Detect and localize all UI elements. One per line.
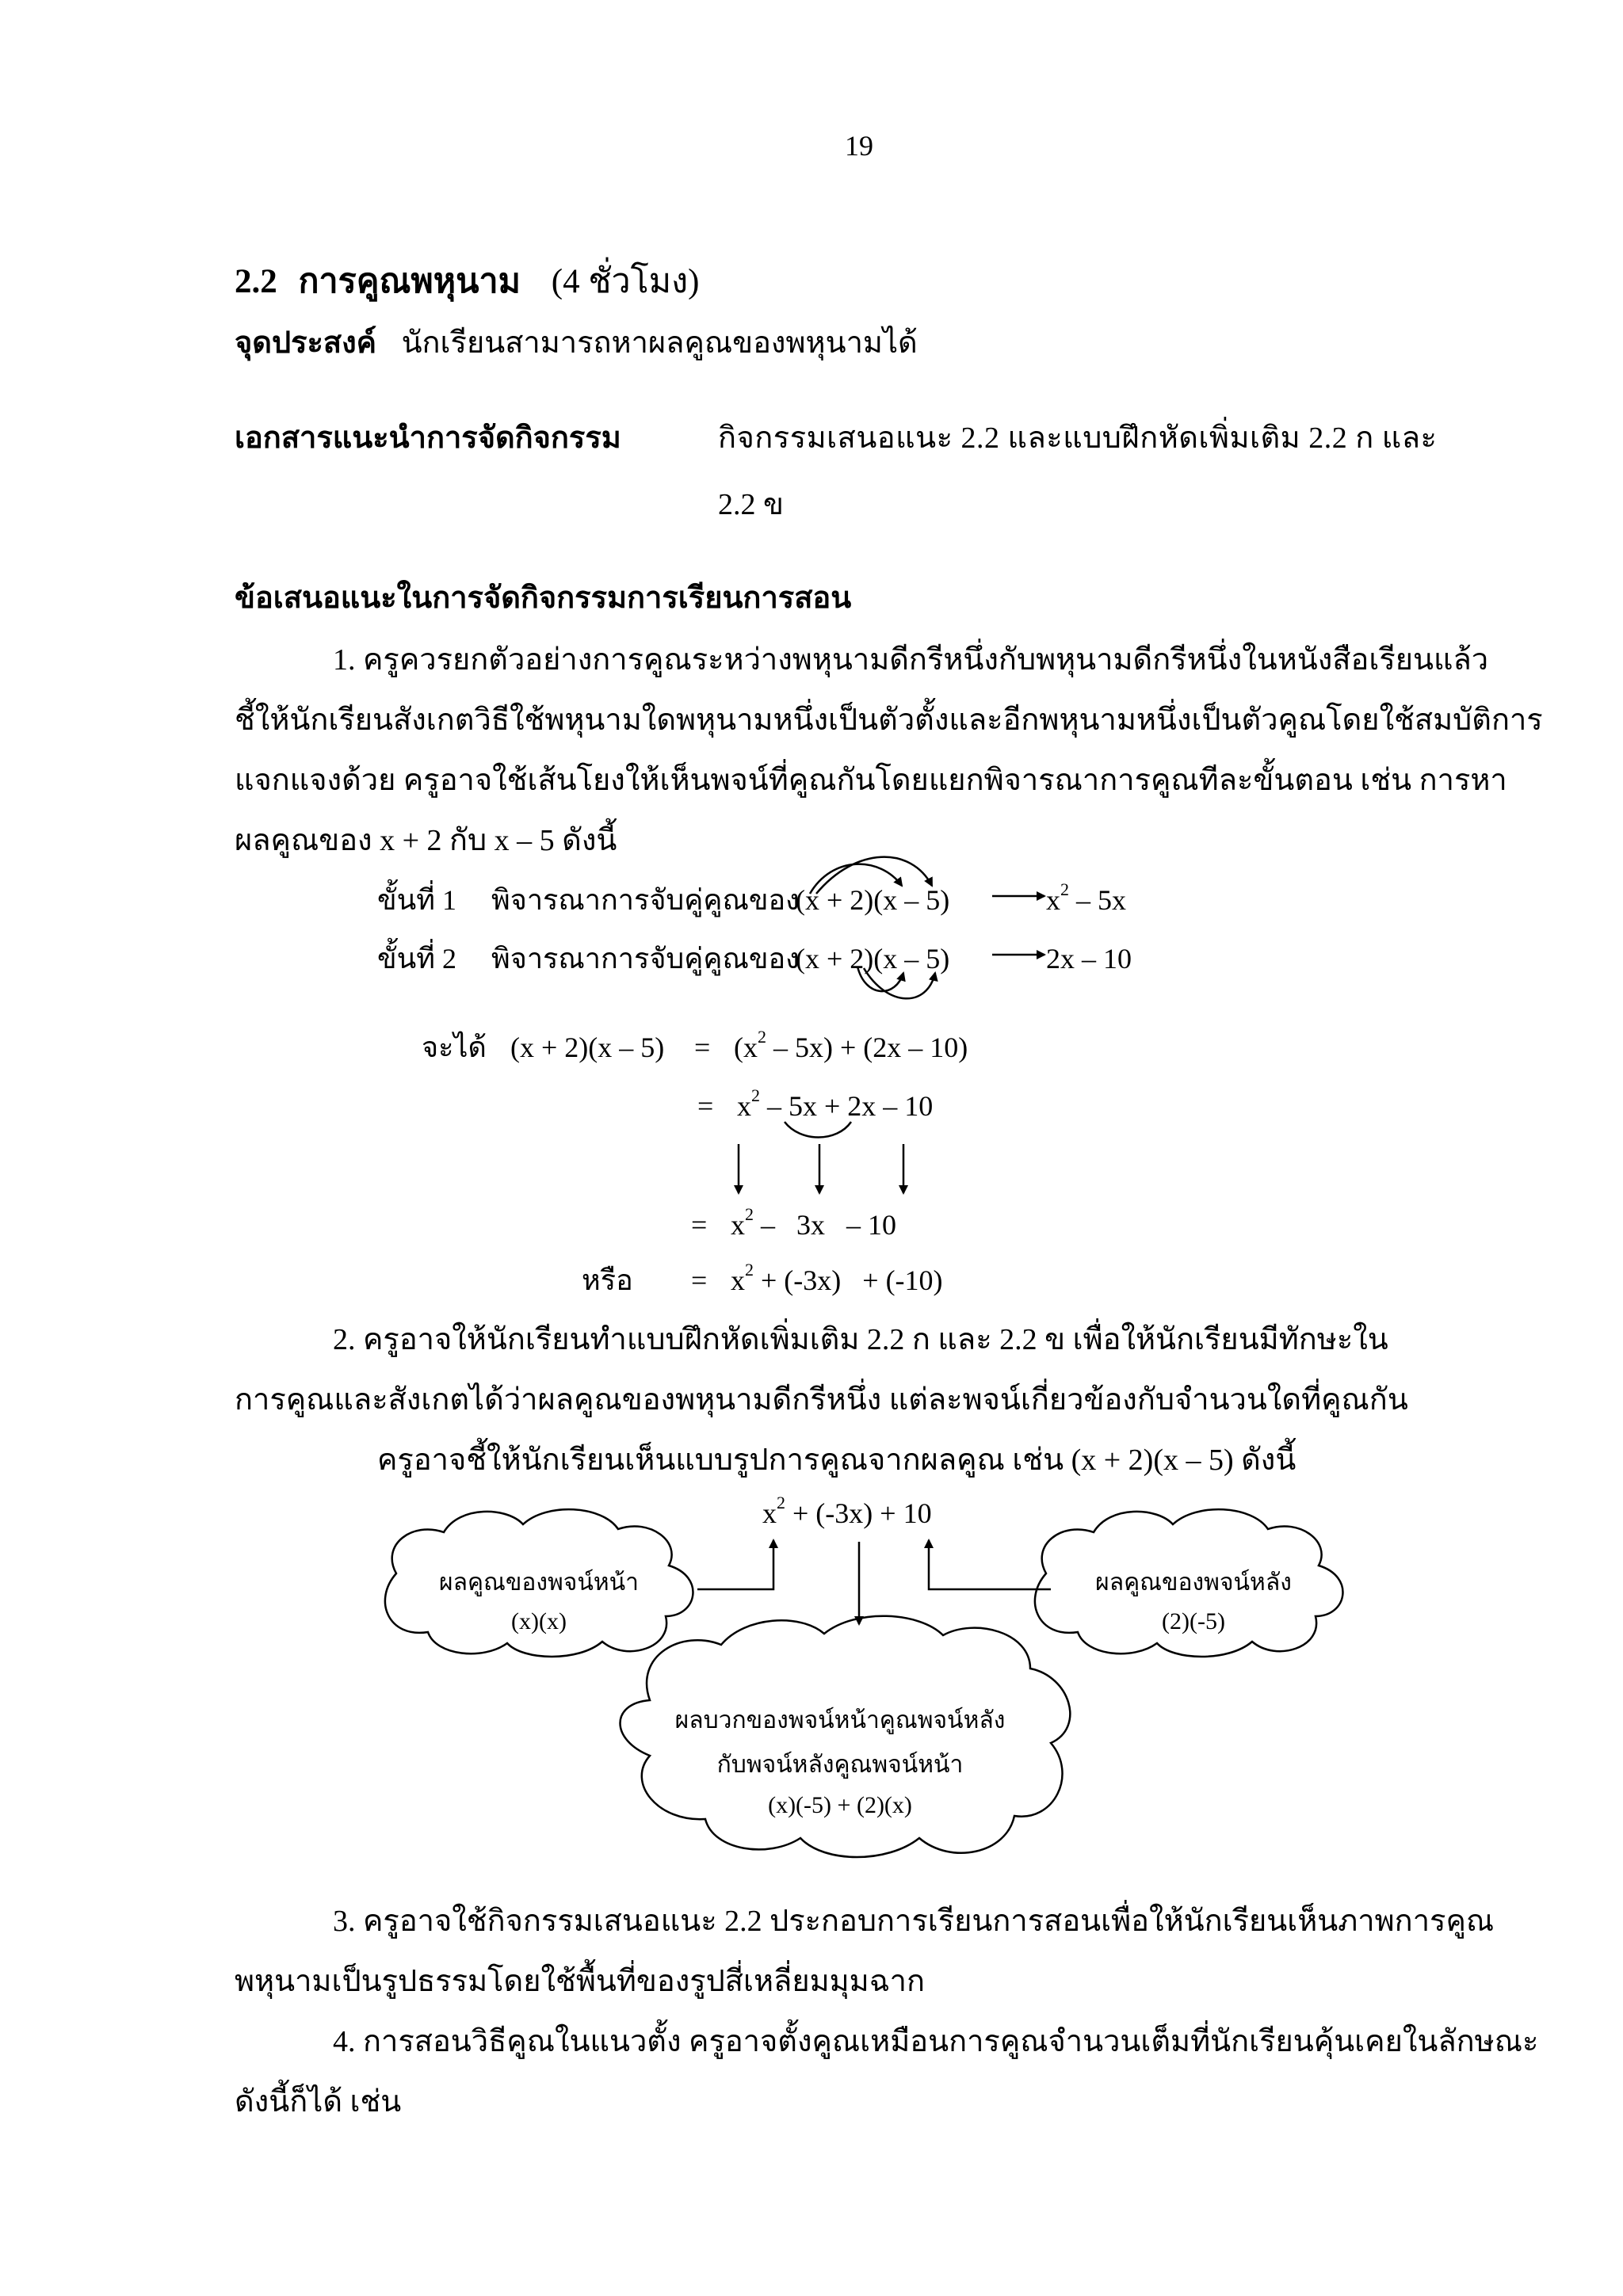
step1-text: พิจารณาการจับคู่คูณของ bbox=[491, 884, 800, 916]
step2-result: 2x – 10 bbox=[1046, 943, 1132, 974]
left-cloud-line2: (x)(x) bbox=[511, 1608, 567, 1634]
bottom-cloud-line2: กับพจน์หลังคูณพจน์หน้า bbox=[716, 1752, 964, 1778]
item1-line4: ผลคูณของ x + 2 กับ x – 5 ดังนี้ bbox=[235, 824, 617, 857]
derivation-eq4: = bbox=[691, 1264, 708, 1296]
objective-text: นักเรียนสามารถหาผลคูณของพหุนามได้ bbox=[401, 326, 918, 360]
item1-line2: ชี้ให้นักเรียนสังเกตวิธีใช้พหุนามใดพหุนามหนึ่งเป็นตัวตั้งและอีกพหุนามหนึ่งเป็นตัวคูณโดยใช้สมบัติการ bbox=[235, 704, 1543, 737]
step1-result: $x^2 - 5x$ bbox=[1046, 879, 1126, 916]
right-cloud-line2: (2)(-5) bbox=[1162, 1608, 1225, 1634]
item1-line3: แจกแจงด้วย ครูอาจใช้เส้นโยงให้เห็นพจน์ที่คูณกันโดยแยกพิจารณาการคูณทีละขั้นตอน เช่น การหา bbox=[235, 764, 1507, 797]
step1-arc-inner bbox=[816, 857, 932, 894]
step2-arc-b bbox=[864, 968, 935, 998]
section-number: 2.2 bbox=[235, 263, 277, 300]
derivation-line3: $x^2 - 3x - 10$ bbox=[731, 1204, 896, 1241]
step1-arc-outer bbox=[810, 864, 902, 894]
left-connector-arrow bbox=[697, 1540, 773, 1589]
item4-line1: 4. การสอนวิธีคูณในแนวตั้ง ครูอาจตั้งคูณเหมือนการคูณจำนวนเต็มที่นักเรียนคุ้นเคยในลักษณะ bbox=[333, 2025, 1539, 2058]
documents-label: เอกสารแนะนำการจัดกิจกรรม bbox=[235, 421, 621, 455]
page-number: 19 bbox=[845, 130, 873, 162]
objective-label: จุดประสงค์ bbox=[235, 326, 377, 360]
derivation-lead: จะได้ bbox=[422, 1032, 487, 1063]
derivation-eq2: = bbox=[697, 1090, 714, 1122]
item2-line3: ครูอาจชี้ให้นักเรียนเห็นแบบรูปการคูณจากผลคูณ เช่น (x + 2)(x – 5) ดังนี้ bbox=[377, 1444, 1296, 1477]
item2-line2: การคูณและสังเกตได้ว่าผลคูณของพหุนามดีกรีหนึ่ง แต่ละพจน์เกี่ยวข้องกับจำนวนใดที่คูณกัน bbox=[235, 1383, 1408, 1417]
suggestions-heading: ข้อเสนอแนะในการจัดกิจกรรมการเรียนการสอน bbox=[235, 582, 852, 615]
derivation-or: หรือ bbox=[582, 1264, 633, 1296]
step1-expr: (x + 2)(x – 5) bbox=[796, 884, 950, 916]
documents-line2: 2.2 ข bbox=[718, 488, 784, 521]
pattern-expr: $x^2 + (-3x) + 10$ bbox=[762, 1493, 932, 1529]
section-hours: (4 ชั่วโมง) bbox=[551, 263, 700, 300]
item1-line1: 1. ครูควรยกตัวอย่างการคูณระหว่างพหุนามดีกรีหนึ่งกับพหุนามดีกรีหนึ่งในหนังสือเรียนแล้ว bbox=[333, 643, 1489, 677]
derivation-line1: $(x^2 - 5x) + (2x - 10)$ bbox=[734, 1027, 968, 1063]
item3-line2: พหุนามเป็นรูปธรรมโดยใช้พื้นที่ของรูปสี่เหลี่ยมมุมฉาก bbox=[235, 1965, 925, 1998]
step2-label: ขั้นที่ 2 bbox=[377, 943, 456, 974]
step2-expr: (x + 2)(x – 5) bbox=[796, 943, 950, 974]
right-cloud-line1: ผลคูณของพจน์หลัง bbox=[1095, 1569, 1292, 1596]
section-title: การคูณพหุนาม bbox=[298, 263, 521, 300]
derivation-line2: $x^2 - 5x + 2x - 10$ bbox=[737, 1085, 934, 1122]
derivation-eq3: = bbox=[691, 1209, 708, 1241]
item3-line1: 3. ครูอาจใช้กิจกรรมเสนอแนะ 2.2 ประกอบการเรียนการสอนเพื่อให้นักเรียนเห็นภาพการคูณ bbox=[333, 1905, 1495, 1938]
group-bracket bbox=[785, 1122, 851, 1138]
bottom-cloud-line3: (x)(-5) + (2)(x) bbox=[768, 1792, 912, 1818]
derivation-eq1: = bbox=[694, 1032, 711, 1063]
item2-line1: 2. ครูอาจให้นักเรียนทำแบบฝึกหัดเพิ่มเติม 2.2 ก และ 2.2 ข เพื่อให้นักเรียนมีทักษะใน bbox=[333, 1323, 1388, 1356]
step1-label: ขั้นที่ 1 bbox=[377, 884, 456, 916]
documents-line1: กิจกรรมเสนอแนะ 2.2 และแบบฝึกหัดเพิ่มเติม 2.2 ก และ bbox=[718, 421, 1438, 455]
left-cloud-line1: ผลคูณของพจน์หน้า bbox=[438, 1569, 640, 1596]
derivation-lhs: (x + 2)(x – 5) bbox=[510, 1032, 665, 1063]
derivation-line4: $x^2 + (-3x) + (-10)$ bbox=[731, 1260, 943, 1296]
step2-text: พิจารณาการจับคู่คูณของ bbox=[491, 943, 800, 974]
item4-line2: ดังนี้ก็ได้ เช่น bbox=[235, 2085, 402, 2119]
bottom-cloud-line1: ผลบวกของพจน์หน้าคูณพจน์หลัง bbox=[674, 1707, 1006, 1733]
right-connector-arrow bbox=[929, 1540, 1051, 1589]
